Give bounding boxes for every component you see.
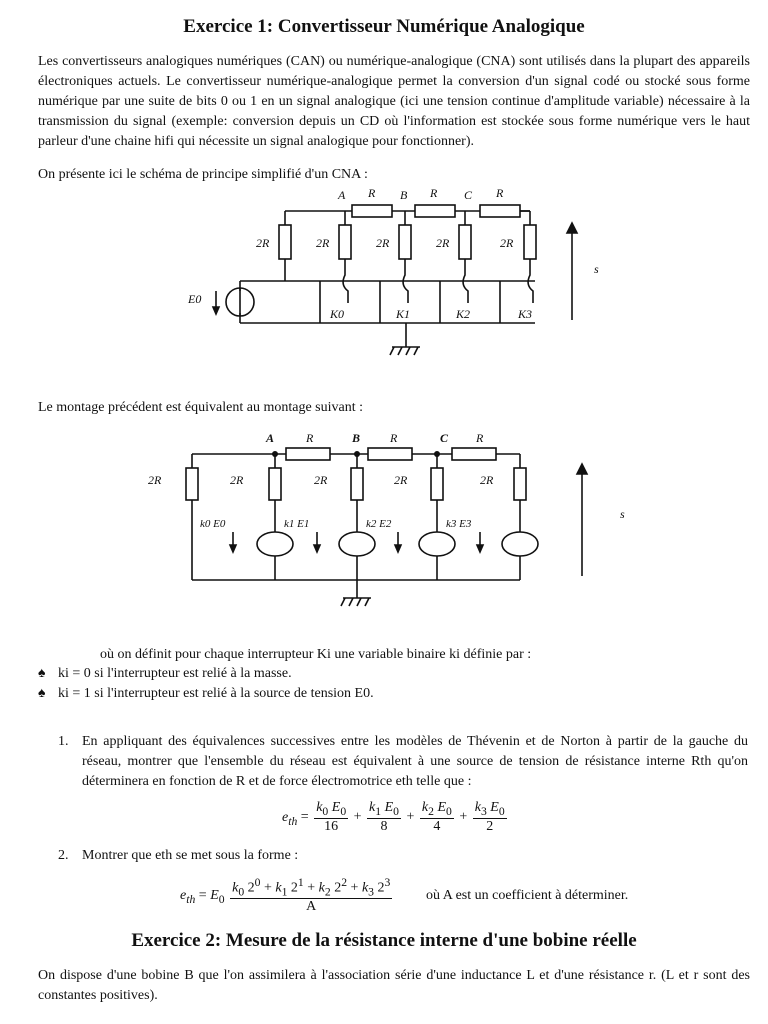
output-label: s (594, 262, 599, 276)
series-r-label: R (390, 431, 398, 445)
equation-eth-form: $e_{th} = E_0$ $\frac{k_0 2^0 + k_1 2^1 + k_2 2^2 + k_3 2^3}{A}$ (180, 876, 391, 915)
series-r-label: R (476, 431, 484, 445)
source-label: k0 E0 (200, 518, 226, 530)
definition-intro: où on définit pour chaque interrupteur Ki une variable binaire ki définie par : (100, 647, 532, 662)
node-label: A (338, 188, 346, 202)
question-text: Montrer que eth se met sous la forme : (82, 848, 299, 863)
node-label: C (464, 188, 473, 202)
shunt-r-label: 2R (256, 236, 270, 250)
source-label: k3 E3 (446, 518, 472, 530)
schema-intro: On présente ici le schéma de principe simplifié d'un CNA : (38, 167, 368, 182)
exercise2-title: Exercice 2: Mesure de la résistance interne d'une bobine réelle (131, 930, 637, 951)
shunt-r-label: 2R (394, 473, 408, 487)
switch-label: K2 (456, 307, 471, 321)
shunt-r-label: 2R (480, 473, 494, 487)
node-label: C (440, 431, 449, 445)
bullet-text: ki = 1 si l'interrupteur est relié à la source de tension E0. (58, 686, 374, 701)
exercise2-text: On dispose d'une bobine B que l'on assimilera à l'association série d'une inductance L et d'une résistance r. (L et r sont des constantes positives). (38, 968, 750, 1003)
series-r-label: R (368, 186, 376, 200)
switch-label: K1 (396, 307, 411, 321)
shunt-r-label: 2R (436, 236, 450, 250)
shunt-r-label: 2R (500, 236, 514, 250)
output-label: s (620, 507, 625, 521)
node-label: B (400, 188, 408, 202)
question-number: 2. (58, 848, 69, 863)
spade-icon: ♠ (38, 666, 46, 681)
bullet-item (38, 664, 292, 684)
series-r-label: R (430, 186, 438, 200)
shunt-r-label: 2R (316, 236, 330, 250)
source-label: E0 (188, 292, 202, 306)
series-r-label: R (306, 431, 314, 445)
question-number: 1. (58, 734, 69, 749)
shunt-r-label: 2R (230, 473, 244, 487)
shunt-r-label: 2R (148, 473, 162, 487)
bullet-text: ki = 0 si l'interrupteur est relié à la masse. (58, 666, 292, 681)
spade-icon: ♠ (38, 686, 46, 701)
switch-label: K0 (330, 307, 345, 321)
circuit-equivalent (140, 428, 640, 623)
question-text: En appliquant des équivalences successives entre les modèles de Thévenin et de Norton à partir de la gauche du réseau, montrer que l'ensemble du réseau est équivalent à une source de tension de résistance interne Rth qu'on déterminera en fonction de R et de force électromotrice eth telle que : (82, 734, 748, 789)
series-r-label: R (496, 186, 504, 200)
circuit-cna-schematic (180, 185, 620, 385)
shunt-r-label: 2R (314, 473, 328, 487)
node-label: B (352, 431, 361, 445)
source-label: k1 E1 (284, 518, 310, 530)
shunt-r-label: 2R (376, 236, 390, 250)
node-label: A (266, 431, 275, 445)
bullet-item (38, 684, 374, 704)
source-label: k2 E2 (366, 518, 392, 530)
switch-label: K3 (518, 307, 533, 321)
intro-paragraph: Les convertisseurs analogiques numériques (CAN) ou numérique-analogique (CNA) sont utilisés dans la plupart des appareils électroniques actuels. Le convertisseur numérique-analogique permet la conversion d'un signal codé ou stocké sous forme numérique par une suite de bits 0 ou 1 en un signal analogique (ici une tension continue d'amplitude variable) nécessaire à la transmission du signal (exemple: conversion depuis un CD où l'information est stockée sous forme numérique vers le haut parleur d'une chaine hifi qui nécessite un signal analogique pour fonctionner). (38, 54, 750, 149)
equation-note: où A est un coefficient à déterminer. (426, 888, 629, 903)
equation-eth: $e_{th}$ = $\frac{k_0 E_0}{16}$ + $\frac{k_1 E_0}{8}$ + $\frac{k_2 E_0}{4}$ + $\frac{k_3 E_0}{2}$ (282, 800, 505, 834)
exercise1-title: Exercice 1: Convertisseur Numérique Analogique (183, 16, 585, 37)
equivalent-intro: Le montage précédent est équivalent au montage suivant : (38, 400, 363, 415)
